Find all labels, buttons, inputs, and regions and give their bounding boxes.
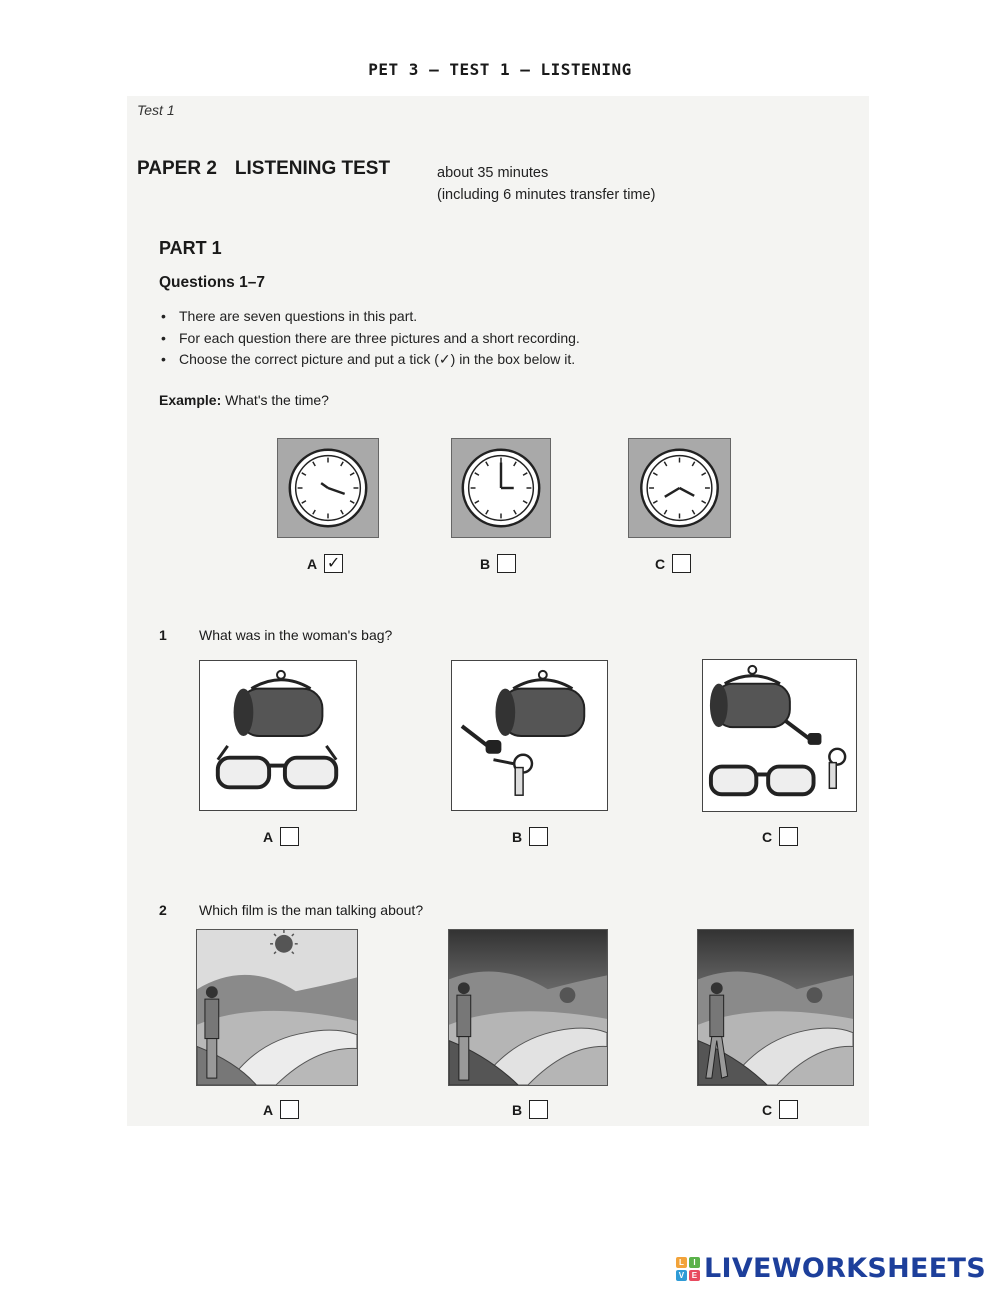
instruction-item: • There are seven questions in this part.: [161, 306, 580, 328]
duration: [437, 162, 655, 206]
purse-keys-icon: [452, 661, 607, 810]
option-letter: A: [263, 1101, 274, 1118]
tick-checkbox[interactable]: [672, 554, 691, 573]
paper-name: LISTENING TEST: [234, 158, 391, 179]
clock-icon: [278, 439, 378, 537]
tick-checkbox[interactable]: [280, 1100, 299, 1119]
page-title: PET 3 – TEST 1 – LISTENING: [368, 60, 632, 79]
option-letter: A: [307, 555, 318, 572]
question-2-option-a[interactable]: [263, 1100, 299, 1119]
question-2-option-c[interactable]: [762, 1100, 798, 1119]
example-question: [159, 392, 329, 408]
tick-checkbox[interactable]: [280, 827, 299, 846]
liveworksheets-logo[interactable]: [676, 1253, 986, 1284]
tick-checkbox[interactable]: ✓: [324, 554, 343, 573]
logo-tile: I: [689, 1257, 700, 1268]
option-letter: A: [263, 828, 274, 845]
purse-keys-glasses-icon: [703, 660, 856, 811]
film-picture-c: [697, 929, 854, 1086]
instruction-item: • Choose the correct picture and put a tick (✓) in the box below it.: [161, 349, 580, 371]
instruction-item: • For each question there are three pictures and a short recording.: [161, 328, 580, 350]
example-label: Example:: [159, 392, 222, 408]
tick-checkbox[interactable]: [779, 827, 798, 846]
instructions-list: [161, 306, 580, 371]
test-label: Test 1: [137, 102, 175, 118]
duration-line-1: about 35 minutes: [437, 165, 549, 181]
landscape-sunset-icon: [449, 930, 607, 1085]
option-letter: C: [762, 828, 773, 845]
example-text: What's the time?: [225, 392, 329, 408]
paper-title: [137, 158, 390, 180]
clock-picture-c: [628, 438, 731, 538]
clock-icon: [629, 439, 730, 537]
question-text: What was in the woman's bag?: [199, 627, 393, 643]
option-letter: B: [512, 1101, 523, 1118]
logo-tiles-icon: [676, 1257, 700, 1281]
logo-tile: L: [676, 1257, 687, 1268]
tick-checkbox[interactable]: [779, 1100, 798, 1119]
question-1-option-a[interactable]: [263, 827, 299, 846]
option-letter: C: [655, 555, 666, 572]
question-1-option-b[interactable]: [512, 827, 548, 846]
example-option-a[interactable]: [307, 554, 343, 573]
questions-range: Questions 1–7: [159, 274, 265, 291]
clock-picture-b: [451, 438, 551, 538]
option-letter: B: [480, 555, 491, 572]
purse-glasses-icon: [200, 661, 356, 810]
option-letter: B: [512, 828, 523, 845]
logo-tile: V: [676, 1270, 687, 1281]
scanned-test-page: [127, 96, 869, 1126]
part-heading: PART 1: [159, 238, 222, 258]
clock-picture-a: [277, 438, 379, 538]
tick-checkbox[interactable]: [529, 827, 548, 846]
question-number: 2: [159, 902, 167, 918]
question-1-option-c[interactable]: [762, 827, 798, 846]
bag-picture-a: [199, 660, 357, 811]
example-option-b[interactable]: [480, 554, 516, 573]
film-picture-a: [196, 929, 358, 1086]
question-2: [159, 902, 423, 918]
bag-picture-b: [451, 660, 608, 811]
question-text: Which film is the man talking about?: [199, 902, 424, 918]
question-number: 1: [159, 627, 167, 643]
example-option-c[interactable]: [655, 554, 691, 573]
tick-checkbox[interactable]: [529, 1100, 548, 1119]
paper-label: PAPER 2: [137, 158, 217, 179]
tick-checkbox[interactable]: [497, 554, 516, 573]
film-picture-b: [448, 929, 608, 1086]
question-2-option-b[interactable]: [512, 1100, 548, 1119]
duration-line-2: (including 6 minutes transfer time): [437, 187, 656, 203]
clock-icon: [452, 439, 550, 537]
landscape-sunset-walking-icon: [698, 930, 853, 1085]
bag-picture-c: [702, 659, 857, 812]
landscape-sun-icon: [197, 930, 357, 1085]
logo-tile: E: [689, 1270, 700, 1281]
option-letter: C: [762, 1101, 773, 1118]
brand-name: LIVEWORKSHEETS: [703, 1253, 986, 1284]
question-1: [159, 627, 392, 643]
